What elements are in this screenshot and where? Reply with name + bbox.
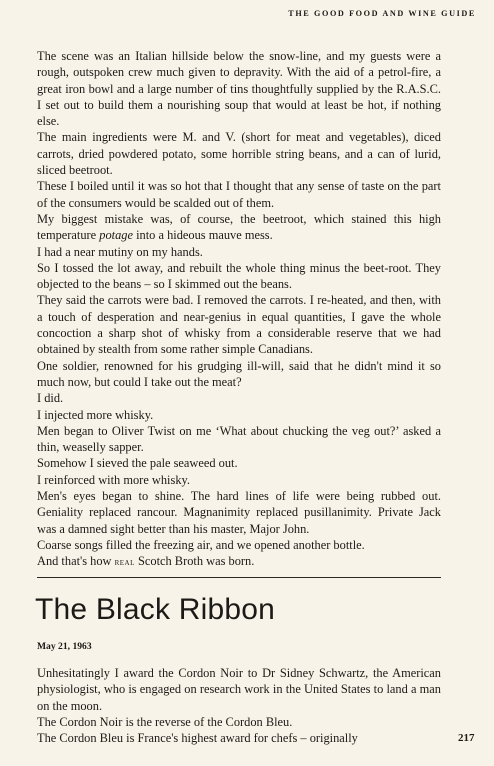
- paragraph-text: My biggest mistake was, of course, the beetroot, which stained this high temperature: [37, 211, 441, 243]
- paragraph: They said the carrots were bad. I removed the carrots. I re-heated, and then, with a touch of desperation and near-genius in equal quantities, I gave the whole concoction a sharp shot of whisky from a considerable reserve that we had obtained by stealth from some rather simple Canadians.: [37, 293, 441, 357]
- section-date: May 21, 1963: [37, 641, 92, 652]
- paragraph-text: Scotch Broth was born.: [134, 554, 255, 569]
- paragraph: The main ingredients were M. and V. (short for meat and vegetables), diced carrots, dried powdered potato, some horrible string beans, and a can of lurid, sliced beetroot.: [37, 130, 441, 178]
- paragraph: I injected more whisky.: [37, 407, 154, 422]
- paragraph: The Cordon Bleu is France's highest award for chefs – originally: [37, 731, 358, 746]
- paragraph: The scene was an Italian hillside below the snow-line, and my guests were a rough, outspoken crew much given to depravity. With the aid of a petrol-fire, a great iron bowl and a large number of tins thoughtfully supplied by the R.A.S.C. I set out to build them a nourishing soup that would at least be hot, if nothing else.: [37, 49, 441, 129]
- section-title: The Black Ribbon: [35, 593, 275, 626]
- paragraph: I had a near mutiny on my hands.: [37, 244, 203, 259]
- paragraph: Coarse songs filled the freezing air, and we opened another bottle.: [37, 537, 365, 552]
- paragraph: I reinforced with more whisky.: [37, 472, 191, 487]
- italic-word: potage: [99, 228, 133, 243]
- paragraph: [37, 211, 441, 244]
- paragraph: These I boiled until it was so hot that I thought that any sense of taste on the part of the consumers would be scalded out of them.: [37, 179, 441, 210]
- paragraph-text: into a hideous mauve mess.: [133, 228, 273, 243]
- paragraph-text: And that's how: [37, 554, 115, 569]
- paragraph: I did.: [37, 391, 64, 406]
- paragraph: So I tossed the lot away, and rebuilt the whole thing minus the beet-root. They objected to the beans – so I skimmed out the beans.: [37, 260, 441, 292]
- paragraph: The Cordon Noir is the reverse of the Cordon Bleu.: [37, 714, 293, 729]
- paragraph: Men began to Oliver Twist on me ‘What about chucking the veg out?’ asked a thin, weaselly sapper.: [37, 423, 441, 455]
- section-divider: [37, 577, 441, 578]
- page-number: 217: [458, 732, 475, 744]
- paragraph: Somehow I sieved the pale seaweed out.: [37, 456, 238, 471]
- paragraph: Men's eyes began to shine. The hard lines of life were being rubbed out. Geniality replaced rancour. Magnanimity replaced pusillanimity. Private Jack was a damned sight better than his master, Major John.: [37, 489, 441, 536]
- paragraph: [37, 553, 441, 571]
- running-head: THE GOOD FOOD AND WINE GUIDE: [288, 9, 476, 18]
- article-body: [37, 48, 441, 572]
- small-caps-word: real: [114, 557, 135, 569]
- section-body: [37, 665, 441, 746]
- paragraph: Unhesitatingly I award the Cordon Noir to Dr Sidney Schwartz, the American physiologist, who is engaged on research work in the United States to land a man on the moon.: [37, 666, 441, 713]
- paragraph: One soldier, renowned for his grudging ill-will, said that he didn't mind it so much now, but could I take out the meat?: [37, 358, 441, 389]
